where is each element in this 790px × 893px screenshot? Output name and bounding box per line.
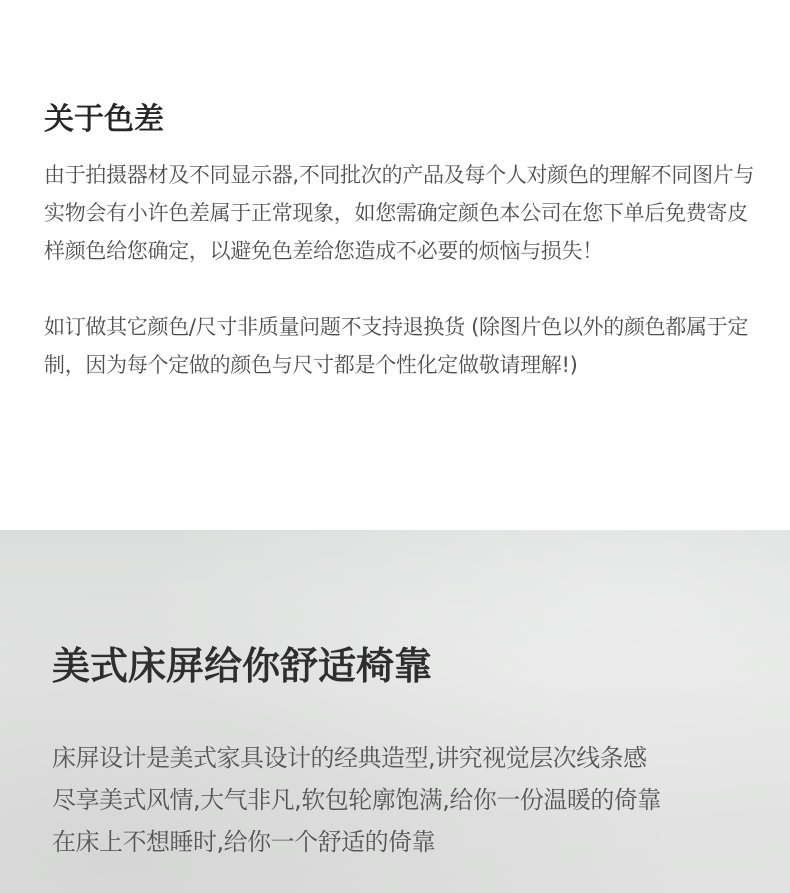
- feature-line: 尽享美式风情,大气非凡,软包轮廓饱满,给你一份温暖的倚靠: [52, 786, 661, 814]
- feature-description: [52, 737, 772, 863]
- custom-order-notice-paragraph: 如订做其它颜色/尺寸非质量问题不支持退换货 (除图片色以外的颜色都属于定制，因为每个定做的颜色与尺寸都是个性化定做敬请理解!): [44, 315, 749, 377]
- headboard-feature-banner: [0, 530, 790, 893]
- feature-line: 床屏设计是美式家具设计的经典造型,讲究视觉层次线条感: [52, 744, 647, 772]
- feature-title: 美式床屏给你舒适椅靠: [52, 643, 433, 688]
- color-difference-paragraph: 由于拍摄器材及不同显示器,不同批次的产品及每个人对颜色的理解不同图片与实物会有小许色差属于正常现象，如您需确定颜色本公司在您下单后免费寄皮样颜色给您确定，以避免色差给您造成不必要的烦恼与损失！: [44, 163, 755, 263]
- feature-line: 在床上不想睡时,给你一个舒适的倚靠: [52, 828, 436, 856]
- color-difference-title: 关于色差: [44, 102, 164, 137]
